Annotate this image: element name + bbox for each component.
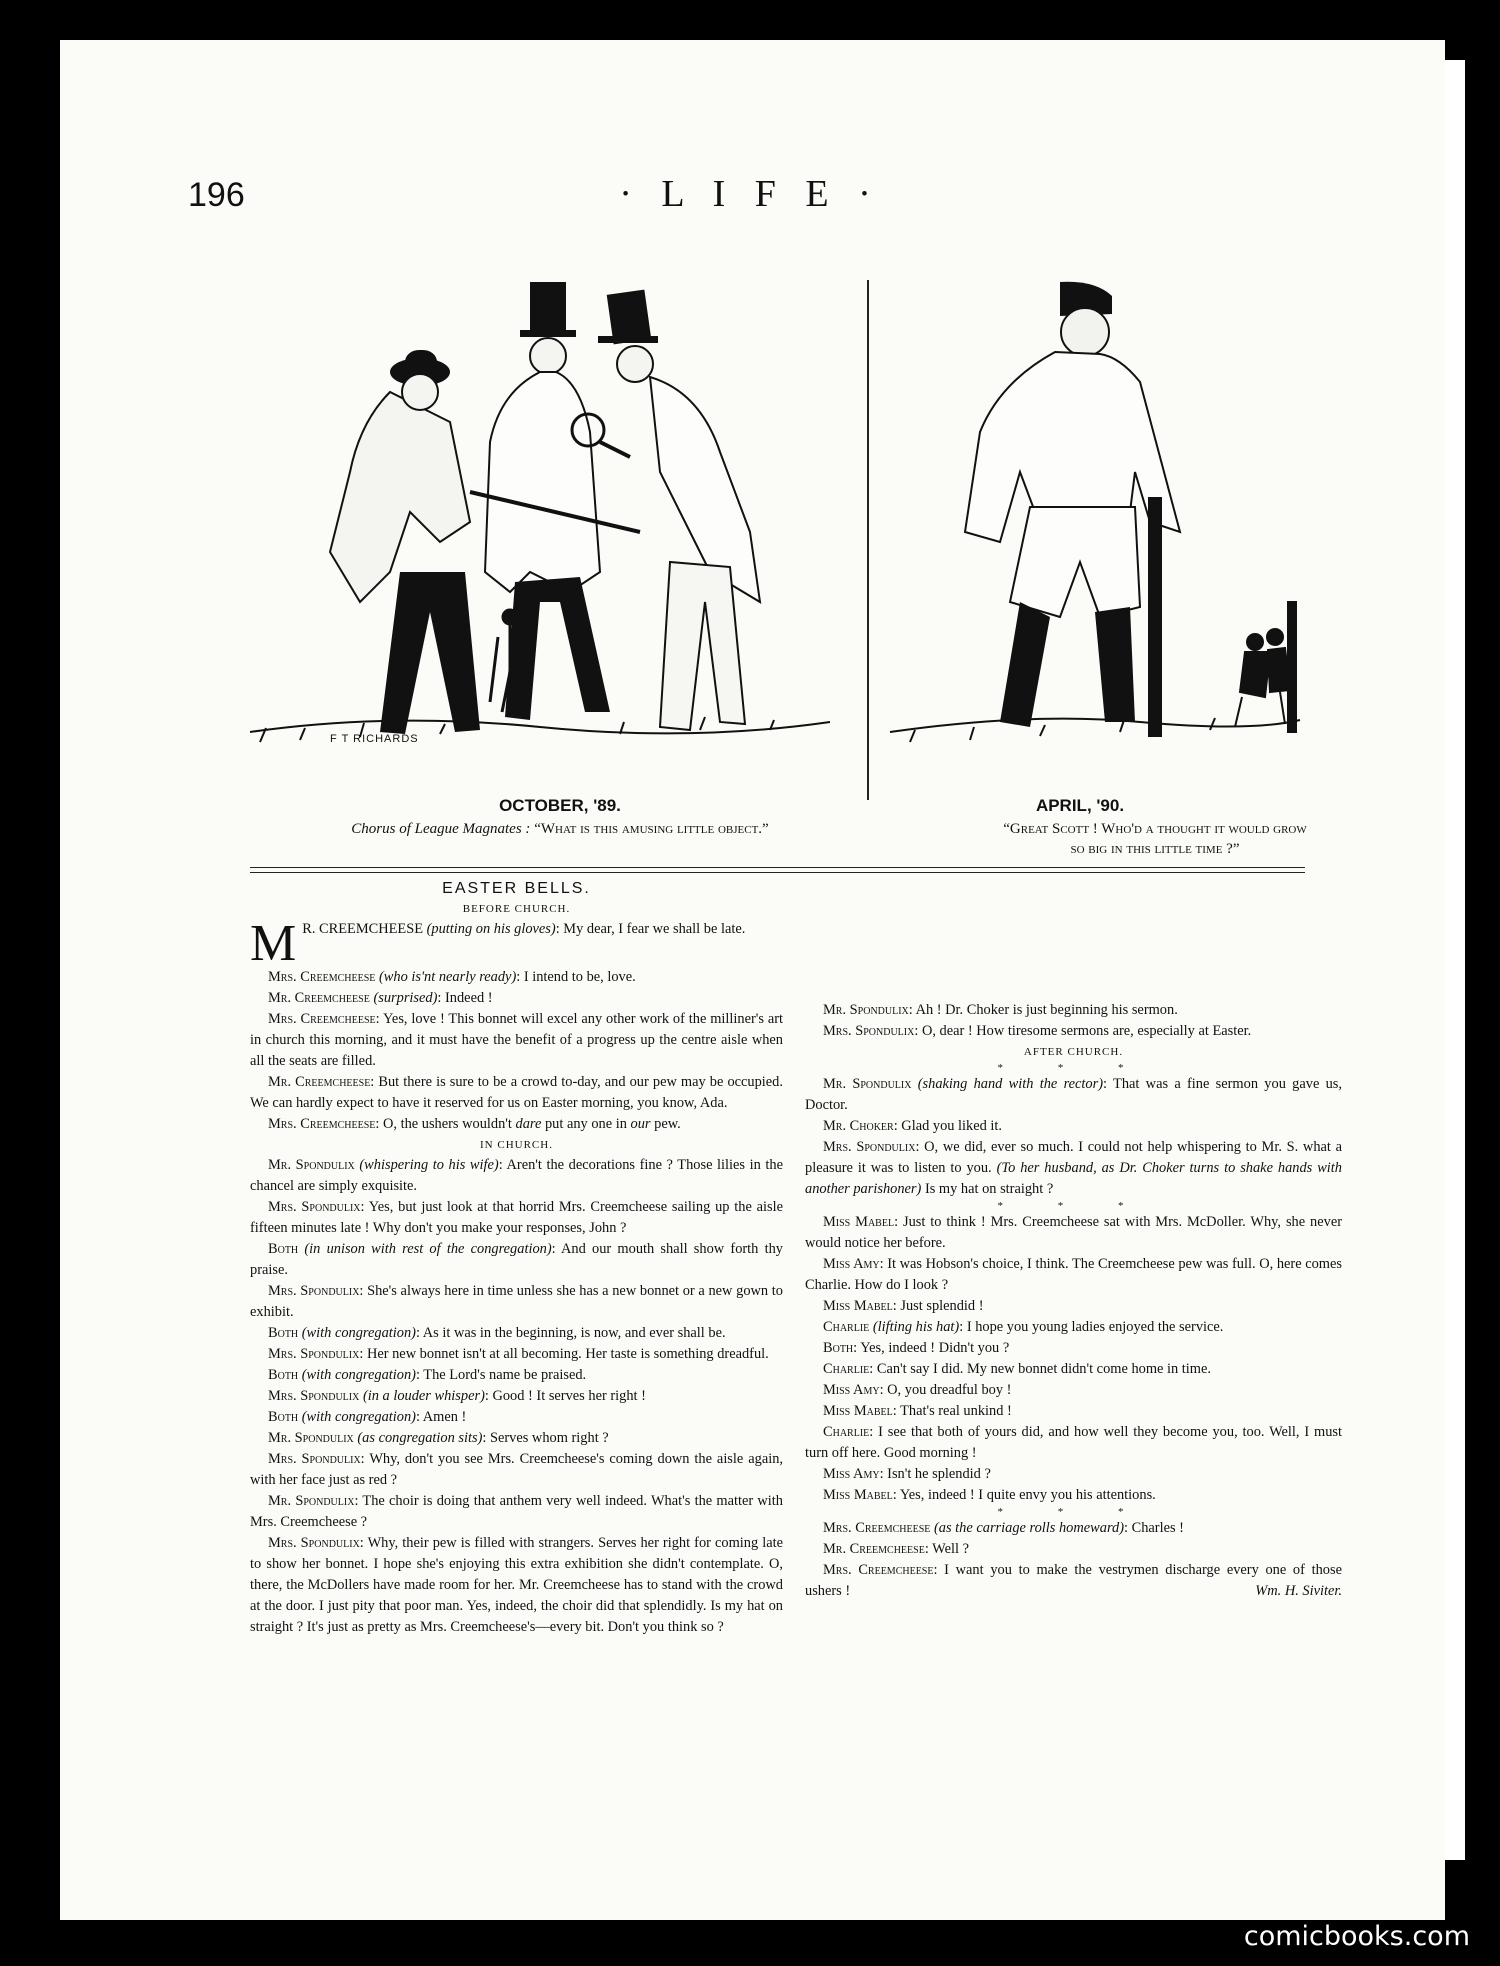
paragraph: M R. CREEMCHEESE (putting on his gloves): My dear, I fear we shall be late. <box>250 915 746 972</box>
right-cartoon-caption <box>990 819 1320 859</box>
drop-cap: M <box>250 915 297 972</box>
paragraph: Miss Amy: It was Hobson's choice, I think. The Creemcheese pew was full. O, here comes Charlie. How do I look ? <box>805 1256 1342 1293</box>
paragraph: Mr. Spondulix (shaking hand with the rector): That was a fine sermon you gave us, Doctor. <box>805 1076 1343 1113</box>
paragraph: Mr. Creemcheese: Well ? <box>823 1541 969 1557</box>
cartoon-april-illustration <box>880 272 1310 792</box>
left-cartoon-title: OCTOBER, '89. <box>499 796 621 815</box>
paragraph: Mrs. Creemcheese: I want you to make the vestrymen discharge every one of those ushers ! Wm. H. Siviter. <box>805 1560 1342 1602</box>
paragraph: Charlie: I see that both of yours did, and how well they become you, too. Well, I must turn off here. Good morning ! <box>805 1424 1342 1461</box>
left-caption-body: “What is this amusing little object.” <box>534 821 769 837</box>
left-caption-prefix: Chorus of League Magnates : <box>351 821 531 837</box>
masthead: · L I F E · <box>619 173 881 215</box>
cartoon-divider <box>867 280 869 800</box>
article-title: EASTER BELLS. <box>442 880 591 897</box>
section-before-church: BEFORE CHURCH. <box>462 903 571 915</box>
paragraph: Mr. Creemcheese: But there is sure to be a crowd to-day, and our pew may be occupied. We can hardly expect to have it reserved for us on Easter morning, you know, Ada. <box>250 1074 783 1111</box>
right-caption-line2: so big in this little time ?” <box>1070 841 1240 857</box>
right-caption-line1: “Great Scott ! Who'd a thought it would grow <box>1003 821 1307 837</box>
paragraph: Mr. Spondulix (as congregation sits): Serves whom right ? <box>268 1430 609 1446</box>
paragraph: Charlie: Can't say I did. My new bonnet didn't come home in time. <box>823 1361 1211 1377</box>
paragraph: Mrs. Creemcheese (as the carriage rolls homeward): Charles ! <box>823 1520 1184 1536</box>
header-rule <box>250 867 1305 868</box>
article-column-1 <box>250 878 783 1638</box>
paragraph: Miss Mabel: Just to think ! Mrs. Creemcheese sat with Mrs. McDoller. Why, she never would notice her before. <box>805 1214 1342 1251</box>
paragraph: Miss Mabel: Just splendid ! <box>823 1298 984 1314</box>
section-stars: * * * <box>997 1062 1150 1074</box>
paragraph: Mr. Choker: Glad you liked it. <box>823 1118 1003 1134</box>
artist-signature: F T RICHARDS <box>330 733 419 745</box>
paragraph: Both (with congregation): Amen ! <box>268 1409 467 1425</box>
paragraph: Mrs. Creemcheese: O, the ushers wouldn't dare put any one in our pew. <box>268 1116 681 1132</box>
paragraph: Mrs. Creemcheese (who is'nt nearly ready): I intend to be, love. <box>268 969 636 985</box>
paragraph: Both: Yes, indeed ! Didn't you ? <box>823 1340 1010 1356</box>
author-signature: Wm. H. Siviter. <box>1255 1583 1342 1599</box>
paragraph: Mrs. Spondulix: Yes, but just look at that horrid Mrs. Creemcheese sailing up the aisle fifteen minutes late ! Why don't you make your responses, John ? <box>250 1199 784 1236</box>
paragraph: Charlie (lifting his hat): I hope you young ladies enjoyed the service. <box>823 1319 1224 1335</box>
paragraph: Miss Mabel: Yes, indeed ! I quite envy you his attentions. <box>823 1487 1156 1503</box>
paragraph: Mrs. Spondulix: O, we did, ever so much. I could not help whispering to Mr. S. what a pleasure it was to listen to you. (To her husband, as Dr. Choker turns to shake hands with another parishoner) Is my hat on straight ? <box>805 1139 1342 1197</box>
paragraph: Mrs. Spondulix: Why, don't you see Mrs. Creemcheese's coming down the aisle again, with her face just as red ? <box>250 1451 783 1488</box>
paragraph: Miss Mabel: That's real unkind ! <box>823 1403 1012 1419</box>
page-number: 196 <box>188 176 245 214</box>
header-rule-2 <box>250 872 1305 873</box>
right-cartoon-title: APRIL, '90. <box>1035 796 1125 815</box>
paragraph: Mr. Creemcheese (surprised): Indeed ! <box>268 990 493 1006</box>
paragraph-continued: Mrs. Spondulix: Why, their pew is filled with strangers. Serves her right for coming late to show her bonnet. I hope she's enjoying this extra exhibition she didn't contemplate. O, there, the McDollers have made room for her. Mr. Creemcheese has to stand with the crowd at the door. I just pity that poor man. Yes, indeed, the choir did that splendidly. Is my hat on straight ? It's just as pretty as Mrs. Creemcheese's—every bit. Don't you think so ? <box>250 1535 783 1635</box>
paragraph: Miss Amy: Isn't he splendid ? <box>823 1466 991 1482</box>
section-after-church: AFTER CHURCH. <box>1023 1046 1124 1058</box>
section-stars: * * * <box>997 1506 1150 1518</box>
paragraph: Mrs. Spondulix: Her new bonnet isn't at all becoming. Her taste is something dreadful. <box>268 1346 769 1362</box>
paragraph: Miss Amy: O, you dreadful boy ! <box>823 1382 1012 1398</box>
paragraph: Mrs. Spondulix: She's always here in time unless she has a new bonnet or a new gown to exhibit. <box>250 1283 783 1320</box>
paragraph: Both (in unison with rest of the congregation): And our mouth shall show forth thy praise. <box>250 1241 783 1278</box>
paragraph: Mr. Spondulix: The choir is doing that anthem very well indeed. What's the matter with Mrs. Creemcheese ? <box>250 1493 783 1530</box>
paragraph: Mr. Spondulix (whispering to his wife): Aren't the decorations fine ? Those lilies in the chancel are simply exquisite. <box>250 1157 784 1194</box>
paragraph: Mrs. Creemcheese: Yes, love ! This bonnet will excel any other work of the milliner's art in church this morning, and it must have the benefit of a progress up the centre aisle when all the seats are filled. <box>250 1011 783 1069</box>
section-in-church: IN CHURCH. <box>480 1139 553 1151</box>
left-cartoon-caption <box>255 819 865 839</box>
paragraph: Both (with congregation): The Lord's name be praised. <box>268 1367 587 1383</box>
article-column-2 <box>805 1000 1342 1602</box>
paragraph: Both (with congregation): As it was in the beginning, is now, and ever shall be. <box>268 1325 726 1341</box>
watermark: comicbooks.com <box>1243 1921 1470 1952</box>
paragraph: Mrs. Spondulix (in a louder whisper): Good ! It serves her right ! <box>268 1388 646 1404</box>
paragraph: Mrs. Spondulix: O, dear ! How tiresome sermons are, especially at Easter. <box>823 1023 1252 1039</box>
section-stars: * * * <box>997 1200 1150 1212</box>
next-page-edge <box>1445 60 1465 1860</box>
paragraph: Mr. Spondulix: Ah ! Dr. Choker is just beginning his sermon. <box>823 1002 1178 1018</box>
cartoon-october-illustration <box>240 272 840 792</box>
